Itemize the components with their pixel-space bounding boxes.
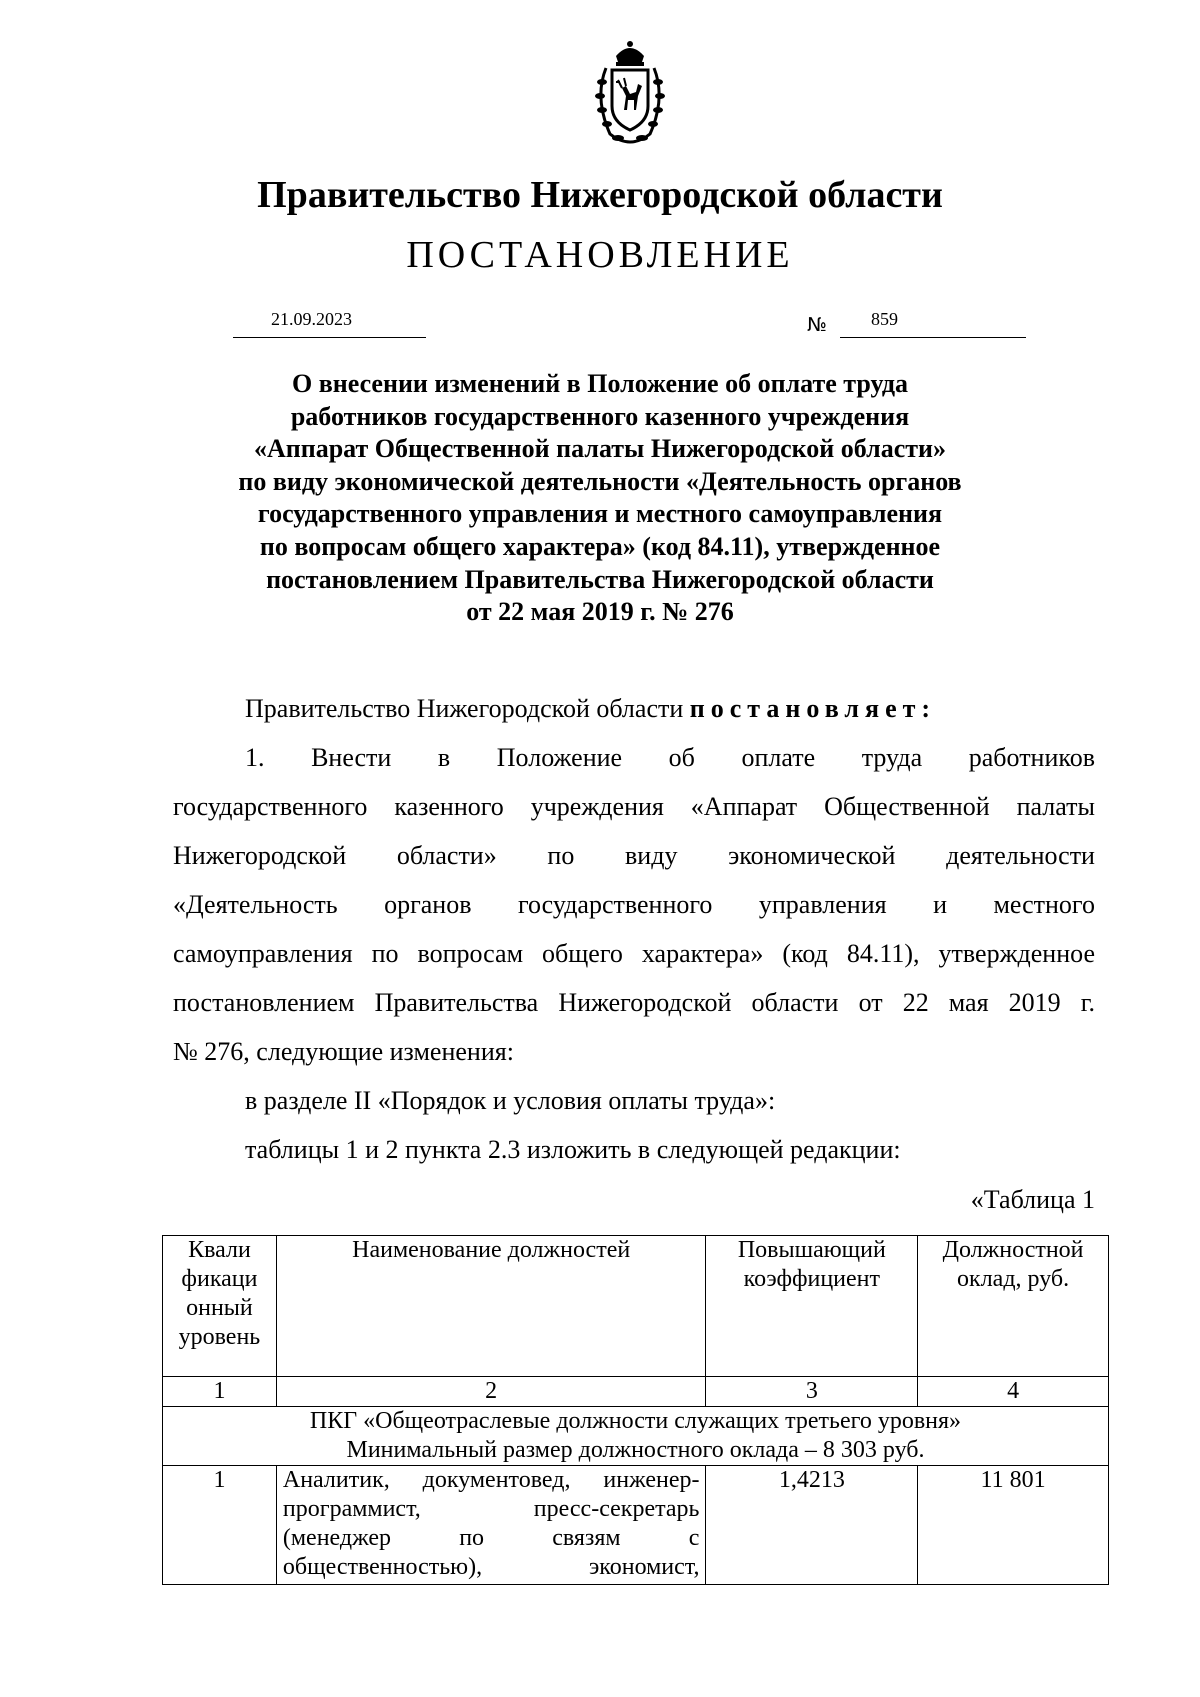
word: об — [668, 743, 695, 772]
word: Внести — [311, 743, 392, 772]
subject-line: работников государственного казенного учреждения — [290, 401, 910, 431]
word: мая — [948, 988, 989, 1017]
word: г. — [1080, 988, 1095, 1017]
word: государственного — [517, 890, 713, 919]
header-text: фикаци — [181, 1266, 258, 1292]
word: органов — [384, 890, 472, 919]
header-text: онный — [186, 1295, 253, 1321]
word: Правительства — [374, 988, 539, 1017]
subject-line: «Аппарат Общественной палаты Нижегородской области» — [253, 434, 947, 464]
subject-line: по вопросам общего характера» (код 84.11), утвержденное — [259, 531, 941, 561]
word: управления — [758, 890, 887, 919]
header-text: Квали — [188, 1237, 251, 1263]
word: общественностью), — [282, 1554, 483, 1580]
word: работников — [968, 743, 1095, 772]
group-min-salary: Минимальный размер должностного оклада – 8 303 руб. — [346, 1437, 925, 1463]
word: оплате — [741, 743, 816, 772]
document-date: 21.09.2023 — [271, 309, 352, 329]
word: по — [371, 939, 399, 968]
name-line — [283, 1495, 700, 1524]
table-cell-salary: 11 801 — [918, 1466, 1109, 1585]
word: виду — [625, 841, 678, 870]
table-cell: 3 — [706, 1377, 918, 1407]
table-header-row — [163, 1236, 1109, 1377]
word: Аналитик, — [282, 1467, 390, 1493]
table-cell: 1 — [163, 1377, 277, 1407]
group-title: ПКГ «Общеотраслевые должности служащих третьего уровня» — [309, 1408, 962, 1434]
subject-line: по виду экономической деятельности «Деятельность органов — [238, 466, 962, 496]
word: документовед, — [422, 1467, 571, 1493]
word: программист, — [282, 1496, 421, 1522]
word: области — [751, 988, 839, 1017]
preamble-text: Правительство Нижегородской области — [245, 694, 684, 723]
word: от — [858, 988, 883, 1017]
word: (код — [782, 939, 828, 968]
word: инженер- — [603, 1467, 700, 1493]
word: 2019 — [1008, 988, 1061, 1017]
body-line — [173, 939, 1095, 969]
group-row — [163, 1407, 1109, 1466]
salary-table — [162, 1235, 1109, 1585]
word: с — [688, 1525, 700, 1551]
coat-of-arms-icon — [580, 38, 680, 148]
word: «Деятельность — [173, 890, 338, 919]
document-type: ПОСТАНОВЛЕНИЕ — [406, 234, 794, 276]
number-field — [840, 309, 1026, 338]
document-subject — [150, 368, 1050, 629]
word: казенного — [394, 792, 504, 821]
body-line — [173, 841, 1095, 871]
header-position-names: Наименование должностей — [276, 1236, 706, 1377]
header-text: Должностной — [942, 1237, 1084, 1263]
item1-first-line — [245, 743, 1095, 773]
table-cell-position-names — [276, 1466, 706, 1585]
word: деятельности — [946, 841, 1095, 870]
section-line: в разделе II «Порядок и условия оплаты труда»: — [245, 1086, 776, 1115]
table-cell: 4 — [918, 1377, 1109, 1407]
subject-line: от 22 мая 2019 г. № 276 — [466, 597, 734, 627]
word: характера» — [641, 939, 764, 968]
word: самоуправления — [173, 939, 353, 968]
word: Общественной — [824, 792, 990, 821]
word: в — [437, 743, 451, 772]
word: по — [459, 1525, 485, 1551]
document-number: 859 — [871, 309, 898, 329]
table-cell-coefficient: 1,4213 — [706, 1466, 918, 1585]
date-field — [233, 309, 426, 338]
word: Нижегородской — [173, 841, 347, 870]
word: постановлением — [173, 988, 355, 1017]
body-line — [173, 890, 1095, 920]
word: вопросам — [417, 939, 524, 968]
header-qualification-level — [163, 1236, 277, 1377]
word: по — [547, 841, 575, 870]
word: экономической — [728, 841, 896, 870]
word: и — [933, 890, 947, 919]
word: утвержденное — [938, 939, 1095, 968]
word: государственного — [173, 792, 368, 821]
body-line — [173, 792, 1095, 822]
table-row — [163, 1466, 1109, 1585]
word: 84.11), — [846, 939, 920, 968]
word: пресс-секретарь — [533, 1496, 700, 1522]
preamble-decree: постановляет: — [689, 694, 937, 723]
tables-line: таблицы 1 и 2 пункта 2.3 изложить в следующей редакции: — [245, 1135, 901, 1164]
name-line — [283, 1553, 700, 1582]
word: 1. — [245, 743, 265, 772]
word: 22 — [902, 988, 929, 1017]
word: Нижегородской — [558, 988, 732, 1017]
word: области» — [396, 841, 497, 870]
word: учреждения — [530, 792, 664, 821]
header-salary — [918, 1236, 1109, 1377]
header-text: уровень — [178, 1324, 261, 1350]
word: общего — [542, 939, 623, 968]
number-sign: № — [807, 314, 827, 336]
table-cell: 2 — [276, 1377, 706, 1407]
body-last-line: № 276, следующие изменения: — [173, 1037, 514, 1066]
word: экономист, — [588, 1554, 700, 1580]
subject-line: О внесении изменений в Положение об оплате труда — [291, 369, 909, 398]
word: труда — [861, 743, 923, 772]
preamble — [245, 694, 936, 724]
name-line — [283, 1524, 700, 1553]
header-text: коэффициент — [743, 1266, 881, 1292]
body-line — [173, 988, 1095, 1018]
subject-line: постановлением Правительства Нижегородской области — [266, 564, 934, 594]
header-coefficient — [706, 1236, 918, 1377]
word: палаты — [1016, 792, 1095, 821]
word: Положение — [496, 743, 623, 772]
table-cell: 1 — [163, 1466, 277, 1585]
header-text: Повышающий — [737, 1237, 886, 1263]
word: местного — [993, 890, 1095, 919]
group-cell — [163, 1407, 1109, 1466]
name-line — [283, 1466, 700, 1495]
header-text: оклад, руб. — [957, 1266, 1070, 1292]
subject-line: государственного управления и местного самоуправления — [257, 499, 943, 529]
word: (менеджер — [282, 1525, 392, 1551]
table-caption: «Таблица 1 — [970, 1185, 1095, 1214]
word: «Аппарат — [690, 792, 798, 821]
column-numbers-row — [163, 1377, 1109, 1407]
government-title: Правительство Нижегородской области — [257, 174, 943, 216]
word: связям — [552, 1525, 621, 1551]
